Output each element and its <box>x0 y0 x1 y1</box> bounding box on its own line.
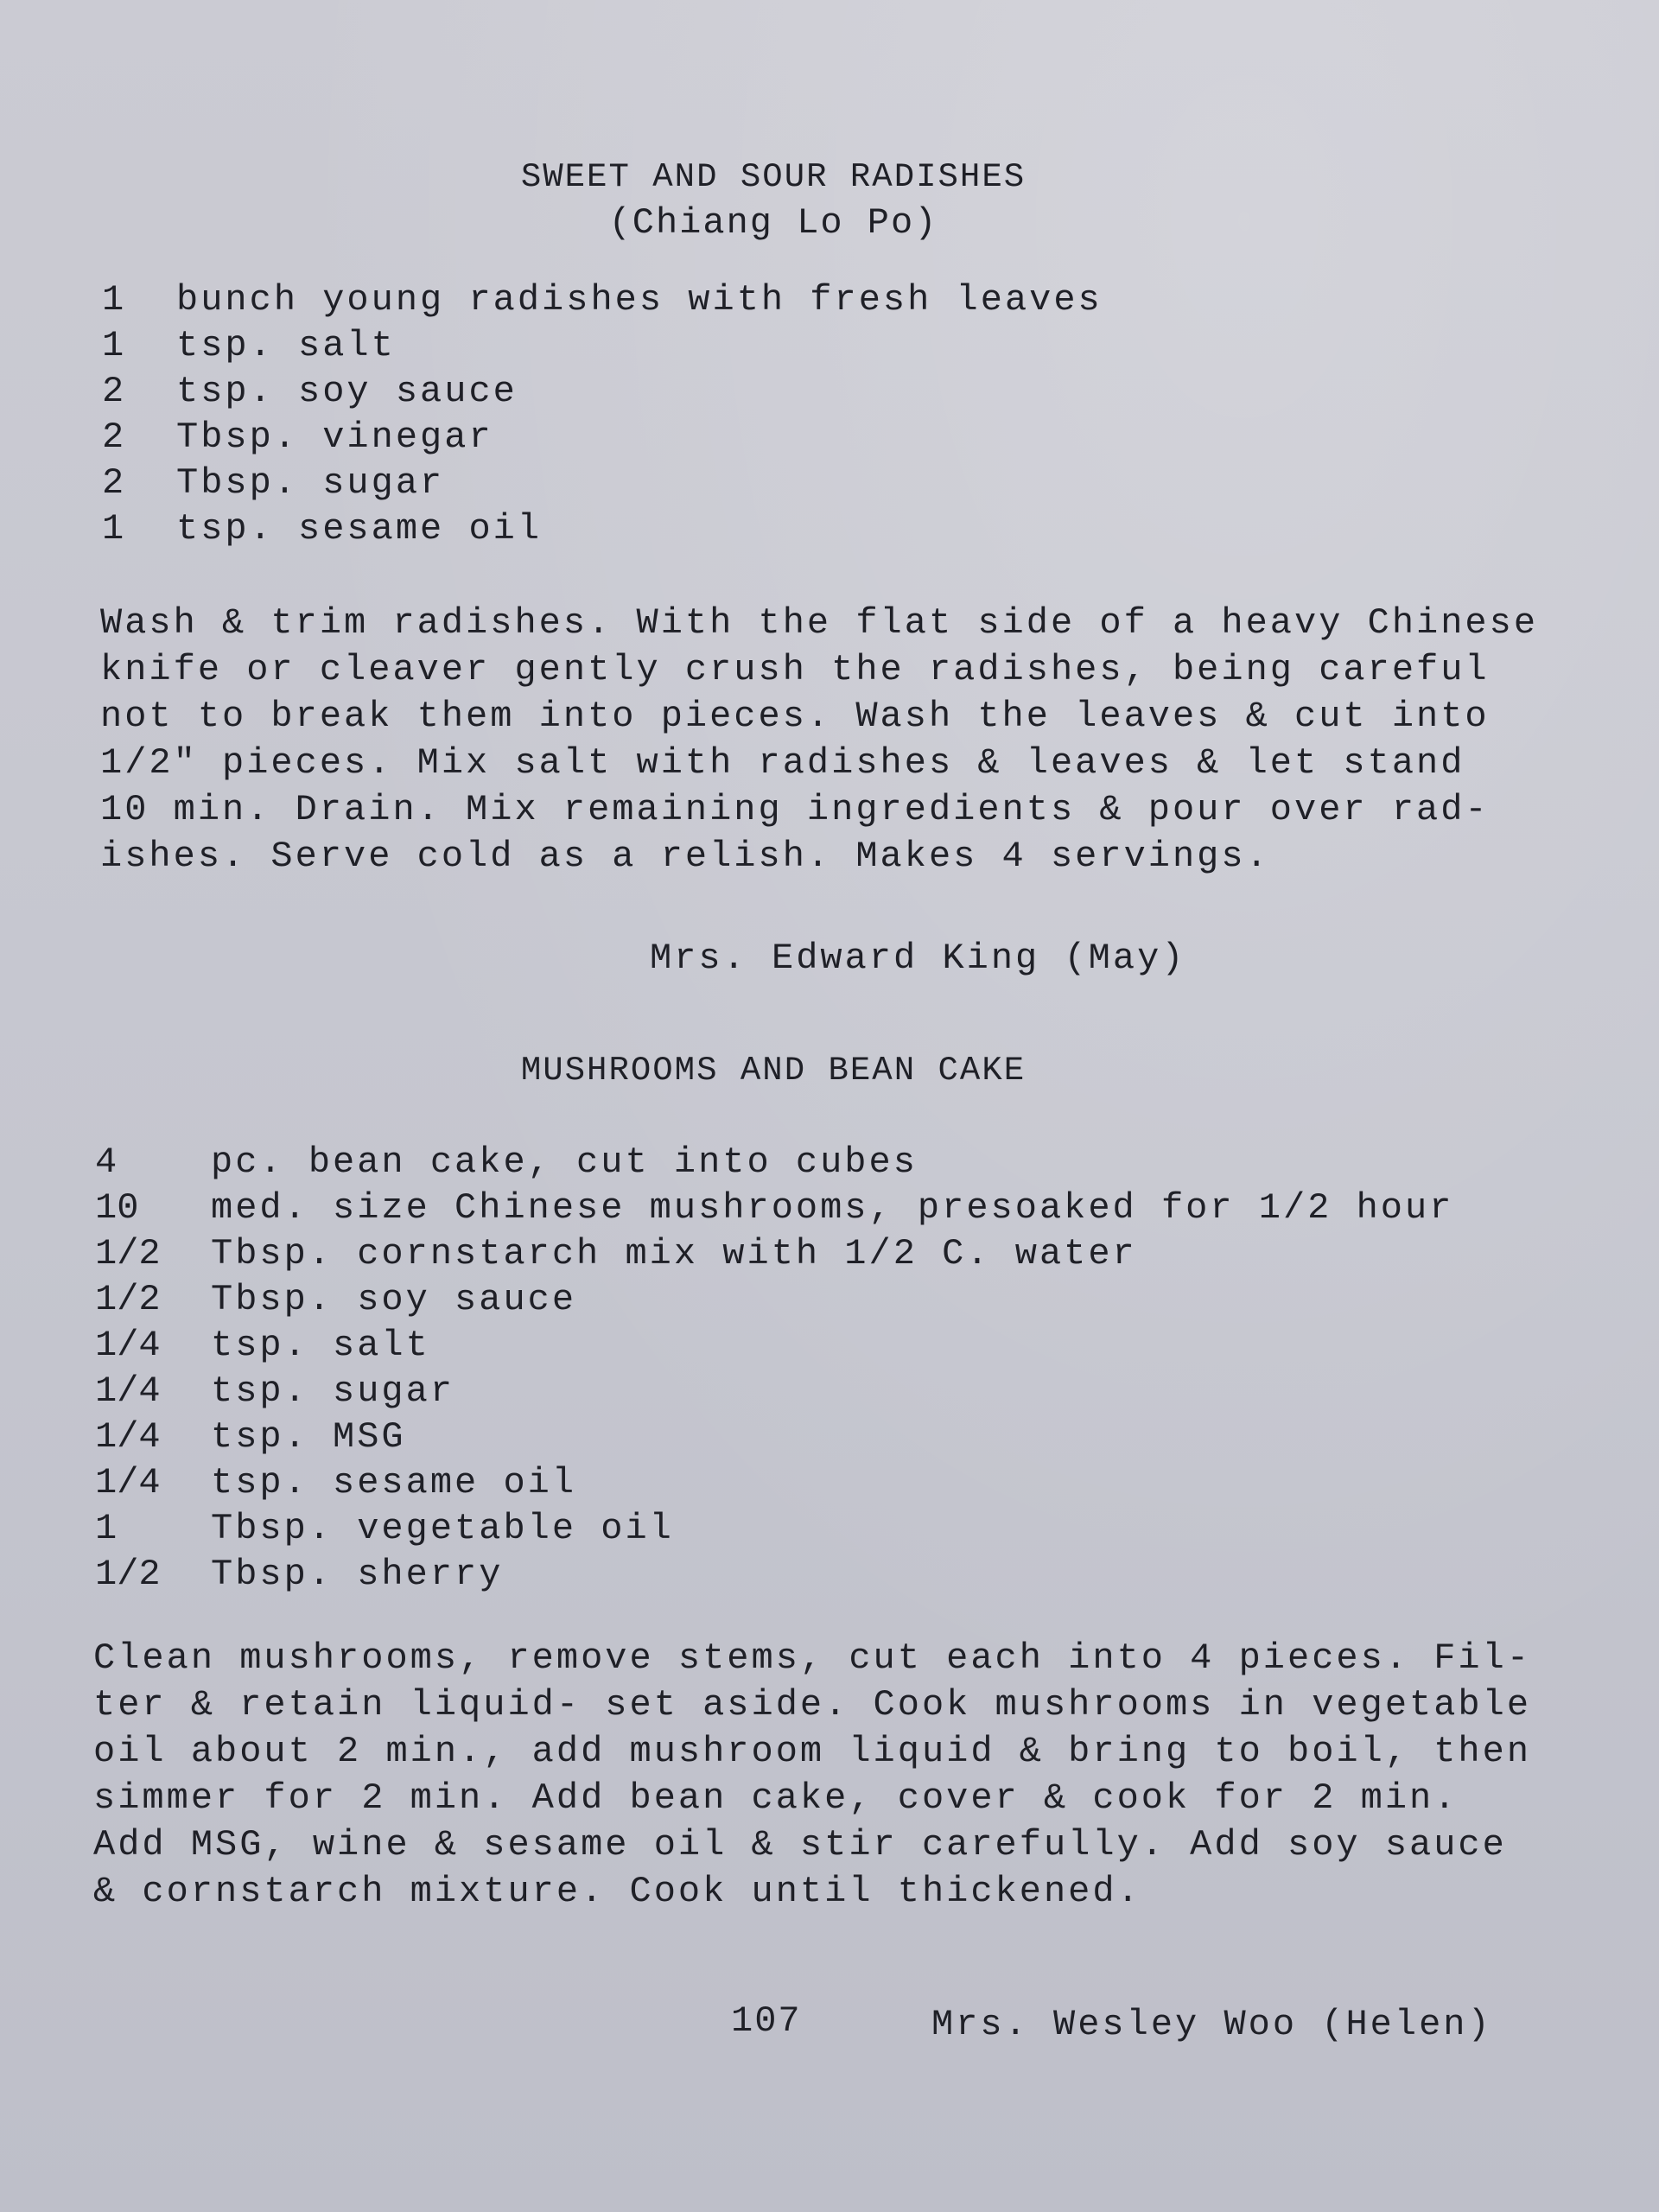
ingredient-row <box>102 276 1103 322</box>
ingredient-text: pc. bean cake, cut into cubes <box>211 1141 918 1183</box>
ingredient-text: med. size Chinese mushrooms, presoaked for 1/2 hour <box>211 1186 1454 1229</box>
ingredient-text: tsp. salt <box>176 324 396 366</box>
directions-line: knife or cleaver gently crush the radishes, being careful <box>100 649 1490 690</box>
directions-line: ter & retain liquid- set aside. Cook mushrooms in vegetable <box>93 1684 1532 1726</box>
directions <box>100 602 1539 885</box>
ingredient-qty: 10 <box>95 1186 139 1229</box>
ingredient-qty: 2 <box>102 461 124 504</box>
ingredient-text: Tbsp. vegetable oil <box>211 1507 674 1549</box>
ingredient-row <box>95 1139 1453 1185</box>
directions-line: Wash & trim radishes. With the flat side of a heavy Chinese <box>100 602 1539 644</box>
ingredient-text: Tbsp. sherry <box>211 1553 504 1595</box>
ingredient-qty: 2 <box>102 370 124 412</box>
ingredient-qty: 1/4 <box>95 1415 161 1458</box>
recipe-subtitle: (Chiang Lo Po) <box>608 202 938 244</box>
ingredient-row <box>95 1551 1453 1597</box>
ingredient-qty: 1/4 <box>95 1461 161 1503</box>
recipe-title: MUSHROOMS AND BEAN CAKE <box>520 1052 1027 1090</box>
ingredient-row <box>95 1185 1453 1230</box>
ingredient-list <box>95 1139 1453 1597</box>
ingredient-text: tsp. MSG <box>211 1415 406 1458</box>
ingredient-text: tsp. sugar <box>211 1370 455 1412</box>
ingredient-qty: 1 <box>102 507 124 550</box>
ingredient-text: Tbsp. sugar <box>176 461 445 504</box>
ingredient-qty: 1 <box>102 324 124 366</box>
directions-line: Add MSG, wine & sesame oil & stir carefully. Add soy sauce <box>93 1824 1507 1866</box>
ingredient-text: tsp. sesame oil <box>176 507 543 550</box>
ingredient-text: tsp. salt <box>211 1324 430 1366</box>
ingredient-row <box>95 1414 1453 1459</box>
ingredient-row <box>102 505 1103 551</box>
directions-line: Clean mushrooms, remove stems, cut each into 4 pieces. Fil- <box>93 1637 1532 1679</box>
ingredient-text: Tbsp. soy sauce <box>211 1278 577 1320</box>
ingredient-text: tsp. sesame oil <box>211 1461 577 1503</box>
ingredient-row <box>95 1459 1453 1505</box>
directions-line: oil about 2 min., add mushroom liquid & bring to boil, then <box>93 1731 1532 1772</box>
ingredient-row <box>102 322 1103 368</box>
ingredient-row <box>95 1322 1453 1368</box>
directions-line: 1/2" pieces. Mix salt with radishes & leaves & let stand <box>100 742 1465 784</box>
page-number: 107 <box>731 2000 802 2042</box>
recipe-title: SWEET AND SOUR RADISHES <box>520 158 1027 196</box>
ingredient-row <box>95 1368 1453 1414</box>
ingredient-row <box>102 414 1103 460</box>
ingredient-text: Tbsp. cornstarch mix with 1/2 C. water <box>211 1232 1137 1274</box>
ingredient-qty: 2 <box>102 416 124 458</box>
directions-line: simmer for 2 min. Add bean cake, cover & cook for 2 min. <box>93 1777 1459 1819</box>
ingredient-row <box>102 460 1103 505</box>
directions-line: not to break them into pieces. Wash the leaves & cut into <box>100 696 1490 737</box>
ingredient-text: bunch young radishes with fresh leaves <box>176 278 1103 321</box>
ingredient-text: Tbsp. vinegar <box>176 416 493 458</box>
ingredient-list <box>102 276 1103 551</box>
ingredient-row <box>95 1276 1453 1322</box>
ingredient-qty: 1/4 <box>95 1324 161 1366</box>
ingredient-qty: 1/2 <box>95 1232 161 1274</box>
ingredient-row <box>102 368 1103 414</box>
directions-line: 10 min. Drain. Mix remaining ingredients & pour over rad- <box>100 789 1490 830</box>
ingredient-row <box>95 1230 1453 1276</box>
contributor: Mrs. Edward King (May) <box>650 938 1186 979</box>
ingredient-row <box>95 1505 1453 1551</box>
directions <box>93 1637 1532 1920</box>
contributor: Mrs. Wesley Woo (Helen) <box>931 2004 1492 2045</box>
ingredient-qty: 1/4 <box>95 1370 161 1412</box>
directions-line: & cornstarch mixture. Cook until thickened. <box>93 1871 1141 1912</box>
ingredient-qty: 1 <box>95 1507 118 1549</box>
ingredient-qty: 4 <box>95 1141 118 1183</box>
ingredient-qty: 1 <box>102 278 124 321</box>
directions-line: ishes. Serve cold as a relish. Makes 4 servings. <box>100 836 1270 877</box>
ingredient-qty: 1/2 <box>95 1553 161 1595</box>
ingredient-text: tsp. soy sauce <box>176 370 518 412</box>
ingredient-qty: 1/2 <box>95 1278 161 1320</box>
